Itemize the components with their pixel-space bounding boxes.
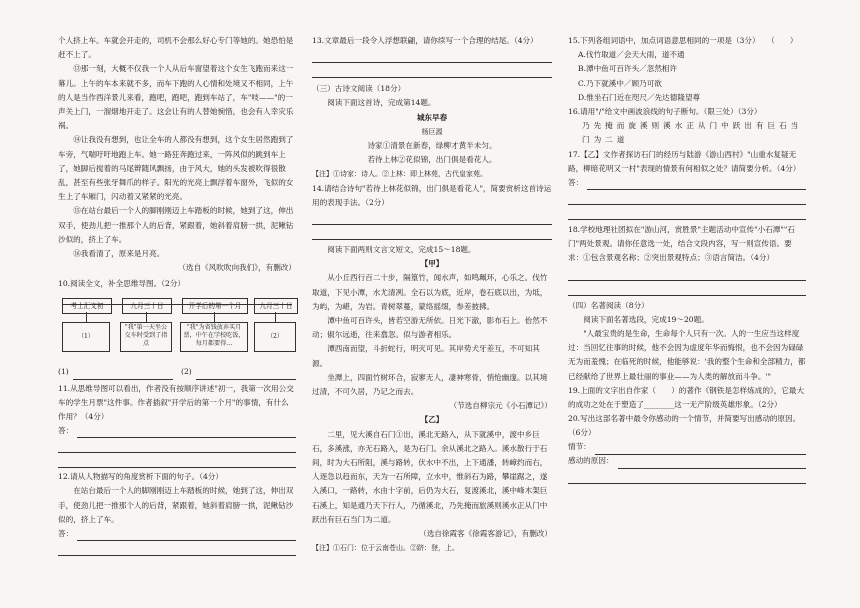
answer-label: 答： [568, 177, 584, 187]
question-19: 19.上面的文字出自作家（ ）的著作《钢铁是怎样炼成的》，它最大的成功之处在于塑造了________这一无产阶级英雄形象。（2分） [568, 385, 805, 410]
map-node-1: 考上汇文初 [62, 298, 112, 314]
map-box-4: （2） [254, 322, 296, 352]
map-tick [86, 312, 87, 322]
answer-line[interactable] [568, 281, 806, 296]
text-a-para-1: 从小丘西行百二十步，隔篁竹，闻水声，如鸣珮环，心乐之。伐竹取道，下见小潭，水尤清冽。全石以为底，近岸，卷石底以出，为坻，为屿，为嵁，为岩。青树翠蔓，蒙络摇缀，参差披拂。 [312, 273, 548, 311]
map-node-4: 九月三十日 [254, 298, 298, 314]
text-b-note: 【注】①石门：位于云南苍山。②跻：登，上。 [312, 544, 459, 553]
option-a[interactable]: A.伐竹取道／会天大雨，道不通 [578, 50, 685, 60]
answer-line[interactable] [58, 438, 296, 453]
column-left [58, 34, 296, 556]
q16-sentence[interactable]: 乃先掩而旋溪则溪水正从门中跃出有巨石当门为二道 [582, 121, 803, 145]
paragraph-14: ⑭让我没有想到，也让全车的人都没有想到，这个女生居然跑到了车旁，气喘吁吁地跑上车。她一路狂奔跑过来，一阵风似的跳到车上了，她脚后搅着的马尾辫随风飘扬，由于风大，她的头发被吹得很散乱，甚至有些张牙舞爪的样子。阳光的光亮上飘浮着车窗外，飞似的女生上了车厢门，闪动着又紧紧的光亮。 [58, 135, 294, 202]
answer-line[interactable] [58, 541, 296, 556]
map-box-1: （1） [62, 322, 110, 352]
reason-row [568, 455, 806, 469]
question-17: 17.【乙】文作者探访石门的经历与陆游《游山西村》"山重水复疑无路，柳暗花明又一村"表现的情景有何相似之处？请简要分析。（4分） [568, 149, 801, 173]
novel-instruction: 阅读下面名著选段，完成19～20题。 [583, 314, 709, 324]
classical-instruction: 阅读下面两则文言文短文，完成15～18题。 [327, 245, 476, 255]
map-box-3: "我"为省钱放弃买月票，中午在学校吃饭，每月都要得… [180, 322, 248, 352]
mind-map [58, 294, 296, 364]
poem-instruction: 阅读下面这首诗，完成第14题。 [327, 98, 436, 108]
question-10: 10.阅读全文，补全思维导图。（2分） [58, 279, 186, 289]
question-13: 13.文章最后一段令人浮想联翩，请你续写一个合理的结尾。（4分） [312, 36, 538, 45]
option-d[interactable]: D.惟坐石门近在咫尺／先达德隆望尊 [578, 92, 701, 102]
text-a-para-2: 潭中鱼可百许头，皆若空游无所依。日光下澈，影布石上。佁然不动；俶尔远逝，往来翕忽。似与游者相乐。 [312, 316, 548, 340]
plot-row [568, 441, 806, 455]
answer-line[interactable] [568, 266, 806, 281]
q12-answer-row [58, 527, 296, 541]
passage-continuation: 个人挤上车。车就会开走的，司机不会那么好心专门等她的。她恐怕是赶不上了。 [58, 36, 294, 60]
answer-line[interactable] [568, 469, 806, 484]
poem-line-1: 诗家①清景在新春，绿柳才黄半未匀。 [367, 141, 497, 151]
poem-note: 【注】①诗家：诗人。②上林：即上林苑，古代皇家苑。 [312, 170, 487, 179]
answer-field[interactable] [587, 178, 806, 190]
plot-label: 情节： [568, 442, 591, 452]
q10-answer-row [58, 366, 296, 380]
poem-line-2: 若待上林②花似锦，出门俱是看花人。 [367, 155, 497, 165]
answer-line[interactable] [568, 190, 806, 205]
question-14: 14.请结合诗句"若待上林花似锦，出门俱是看花人"，简要赏析这首诗运用的表现手法。（2分） [312, 183, 552, 207]
question-16: 16.请用"/"给文中画波浪线的句子断句。（限三处）（3分） [568, 107, 762, 117]
map-tick [214, 312, 215, 322]
option-b[interactable]: B.潭中鱼可百许头／忽然相许 [578, 64, 678, 74]
answer-line[interactable] [312, 48, 552, 63]
text-b-source: （选自徐霞客《徐霞客游记》，有删改） [419, 529, 552, 539]
text-b-label: 【乙】 [420, 415, 444, 425]
column-middle [312, 34, 552, 556]
map-tick [146, 312, 147, 322]
section-4-title: （四）名著阅读（8分） [568, 300, 649, 310]
answer-label: 答： [58, 426, 74, 436]
blank-2-label: (2) [181, 367, 192, 377]
map-tick [275, 312, 276, 322]
text-a-para-4: 坐潭上，四面竹树环合，寂寥无人，凄神寒骨，悄怆幽邃。以其境过清，不可久居，乃记之而去。 [312, 372, 548, 397]
answer-field[interactable] [77, 426, 296, 438]
answer-line[interactable] [568, 205, 806, 220]
map-node-3: 开学后的第一个月 [182, 298, 248, 314]
q12-quote: 在站台最后一个人的脚刚刚迈上车踏板的时候，她到了这，伸出双手，使劲儿把一推那个人的后背，紧跟着，她斜着肩膀一拱，泥鳅钻沙似的，挤上了车。 [58, 486, 294, 524]
poem-author: 杨巨源 [421, 127, 443, 136]
blank-1-label: (1) [58, 367, 69, 377]
question-12: 12.请从人物描写的角度赏析下面的句子。（4分） [58, 472, 223, 482]
blank-1-field[interactable] [73, 368, 173, 380]
question-20: 20.写出这部名著中最令你感动的一个情节，并简要写出感动的原因。（6分） [568, 414, 801, 438]
question-18: 18.学校地理社团拟在"游山河，赏胜景"主题活动中宣传"小石潭""石门"两处景观。请你任意选一处，结合文段内容，写一则宣传语。要求：①包含景观名称；②突出景观特点；③语言简洁。（4分） [568, 225, 795, 263]
poem-title: 城东早春 [416, 112, 448, 122]
paragraph-16: ⑯我看清了，原来是月亮。 [73, 249, 165, 259]
paragraph-15: ⑮在站台最后一个人的脚刚刚迈上车踏板的时候，她到了这，伸出双手，使劲儿把一推那个人的后背，紧跟着，她斜着肩膀一拱，泥鳅钻沙似的，挤上了车。 [58, 206, 294, 244]
passage-source: （选自《风吹吹向我们》，有删改） [178, 263, 296, 273]
blank-2-field[interactable] [196, 368, 296, 380]
answer-line[interactable] [58, 453, 296, 468]
text-a-source: （节选自柳宗元《小石潭记》） [449, 401, 552, 411]
answer-line[interactable] [312, 225, 552, 240]
question-15: 15.下列各组词语中，加点词语意思相同的一项是（3分） （ ） [568, 36, 798, 45]
reason-label: 感动的原因： [568, 456, 614, 466]
text-b-para: 二里，见大溪自石门①出，溪北无路入，从下就溪中，渡中乡巨石，多溪涨，亦无石路入，是为石门。余从溪北之路入。溪水散行于石间，时为大石所阻，溪与路转，伏水中不出，上下通潘，转嶂约而右，人逐急以趋而东，天为一石所障，立水中，惟斜石为路，攀崖踞之，遂入溪口，一路转，水由十字前，后仍为大石，复渡溪北，溪中峰木架巨石溪上，知是通乃天下行人，乃循溪北，乃先掩而旅溪则溪水正从门中跃出有巨石当门为二道。 [312, 429, 548, 524]
plot-field[interactable] [595, 443, 806, 455]
answer-line[interactable] [312, 210, 552, 225]
text-a-label: 【甲】 [420, 259, 444, 269]
text-a-para-3: 潭西南而望，斗折蛇行，明灭可见。其岸势犬牙差互，不可知其源。 [312, 344, 540, 368]
paragraph-13: ⑬那一刻，大概不仅我一个人从后车窗望着这个女生飞跑而来这一幕儿。上午的车本来就不多，而车下跑的人心情和处境又不相同，上午的人是当作西洋景儿来看，跑吧，跑吧，跑到车站了，车"吱——"的一声关上门，一溜烟地开走了。这会让有的人替她惋惜，也会有人幸灾乐祸。 [58, 64, 294, 131]
option-c[interactable]: C.乃下就溪中／顾乃可欲 [578, 78, 662, 88]
answer-line[interactable] [312, 63, 552, 78]
q17-answer-row [568, 176, 806, 190]
answer-label: 答： [58, 528, 74, 538]
q11-answer-row [58, 424, 296, 438]
novel-quote: "人最宝贵的是生命，生命每个人只有一次。人的一生应当这样度过：当回忆往事的时候，他不会因为虚度年华而悔恨，也不会因为碌碌无为而羞愧；在临死的时候，他能够说：'我的整个生命和全部精力，都已经献给了世界上最壮丽的事业——为人类的解放而斗争。'" [568, 329, 806, 381]
section-3-title: （三）古诗文阅读（18分） [312, 84, 406, 94]
reason-field[interactable] [618, 457, 806, 469]
map-node-2: 九月三十日 [122, 298, 172, 314]
answer-field[interactable] [77, 529, 296, 541]
column-right [568, 34, 806, 484]
map-box-2: "我"第一天坐公交车时受到了指点 [120, 322, 172, 352]
question-11: 11.从思维导图可以看出，作者没有按顺序讲述"初一，我第一次用公交车的学生月票"这件事。作者插叙"开学后的第一个月"的事情，有什么作用？（4分） [58, 383, 294, 422]
